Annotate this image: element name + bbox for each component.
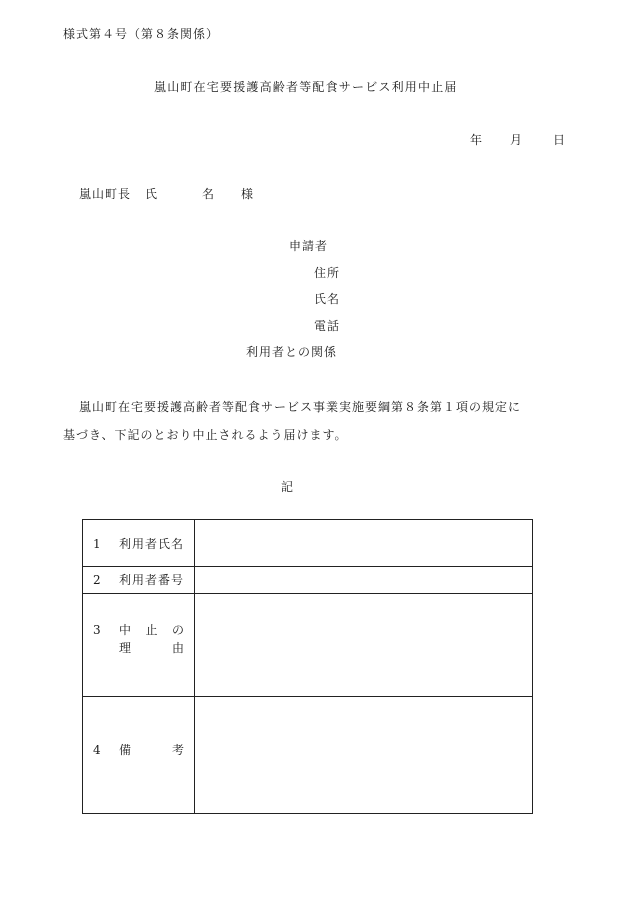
remarks-label: 備 考 — [119, 743, 185, 757]
user-number-label: 利用者番号 — [119, 573, 185, 587]
table-row-remarks — [83, 697, 532, 813]
label-cell — [83, 594, 195, 696]
label-cell — [83, 567, 195, 593]
row-number: 4 — [93, 743, 102, 757]
table-row-user-name — [83, 520, 532, 567]
date-day-label: 日 — [553, 133, 567, 147]
body-text-line-1: 嵐山町在宅要援護高齢者等配食サービス事業実施要綱第８条第１項の規定に — [79, 400, 522, 414]
reason-label-top: 中 止 の — [119, 623, 185, 637]
user-name-field[interactable] — [195, 520, 532, 566]
addressee-shi: 氏 — [145, 187, 159, 201]
addressee-line — [79, 188, 254, 200]
user-number-field[interactable] — [195, 567, 532, 593]
applicant-phone-label: 電話 — [314, 319, 341, 333]
document-title: 嵐山町在宅要援護高齢者等配食サービス利用中止届 — [154, 80, 458, 94]
body-text-line-2: 基づき、下記のとおり中止されるよう届けます。 — [63, 428, 348, 442]
reason-field[interactable] — [195, 594, 532, 696]
form-table — [82, 519, 533, 814]
label-cell — [83, 697, 195, 813]
user-name-label: 利用者氏名 — [119, 537, 185, 551]
applicant-relation-label: 利用者との関係 — [246, 345, 338, 359]
table-row-reason — [83, 594, 532, 697]
form-number: 様式第４号（第８条関係） — [63, 27, 220, 41]
addressee-mei: 名 — [202, 187, 216, 201]
reason-label-bottom: 理 由 — [119, 641, 185, 655]
remarks-field[interactable] — [195, 697, 532, 813]
addressee-sama: 様 — [241, 187, 255, 201]
addressee-mayor: 嵐山町長 — [79, 187, 132, 201]
applicant-name-label: 氏名 — [314, 292, 341, 306]
date-year-label: 年 — [470, 133, 484, 147]
row-number: 1 — [93, 537, 102, 551]
applicant-heading: 申請者 — [289, 239, 329, 253]
applicant-address-label: 住所 — [314, 266, 341, 280]
date-month-label: 月 — [510, 133, 524, 147]
table-row-user-number — [83, 567, 532, 594]
label-cell — [83, 520, 195, 566]
row-number: 3 — [93, 623, 102, 637]
row-number: 2 — [93, 573, 102, 587]
ki-heading: 記 — [281, 480, 295, 494]
